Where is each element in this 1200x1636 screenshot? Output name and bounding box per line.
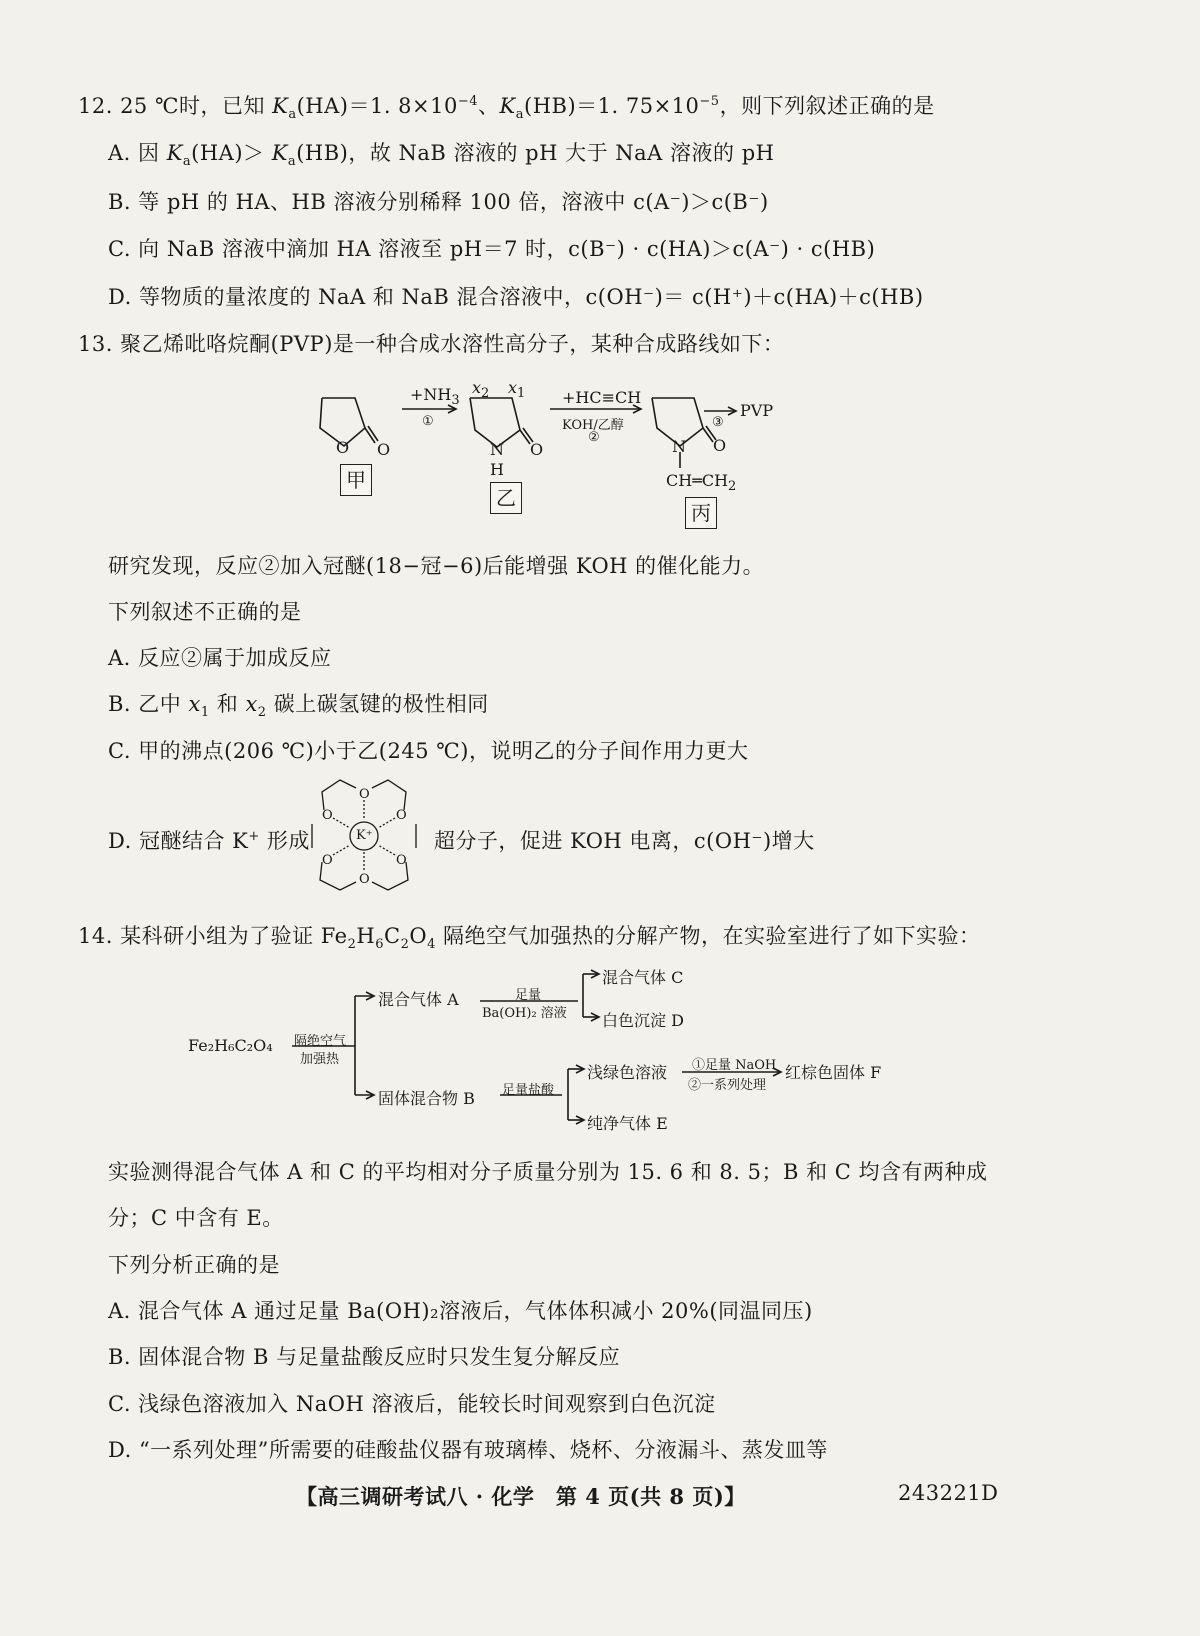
flow-ppt-d: 白色沉淀 D: [602, 1011, 684, 1030]
flow-naoh-top: ①足量 NaOH: [692, 1058, 777, 1073]
flow-solid-f: 红棕色固体 F: [785, 1063, 882, 1082]
yi-carbonyl-o: O: [530, 440, 544, 459]
q13-option-b: B. 乙中 $x_1$ 和 $x_2$ 碳上碳氢键的极性相同: [108, 692, 489, 721]
label-jia-box: 甲: [340, 464, 372, 496]
reagent-nh3: $+NH_3$: [410, 385, 460, 409]
crown-o-4: O: [396, 808, 407, 823]
q14-option-b: B. 固体混合物 B 与足量盐酸反应时只发生复分解反应: [108, 1345, 621, 1369]
flow-baoh-top: 足量: [515, 988, 542, 1003]
step-3-label: ③: [712, 415, 724, 430]
bing-n-atom: N: [672, 437, 686, 456]
q14-note-2: 分；C 中含有 E。: [108, 1206, 284, 1230]
q12-option-c: C. 向 NaB 溶液中滴加 HA 溶液至 pH＝7 时，c(B⁻) · c(HA)＞c(A⁻) · c(HB): [108, 237, 876, 261]
jia-ring-o: O: [336, 438, 350, 457]
q14-note-1: 实验测得混合气体 A 和 C 的平均相对分子质量分别为 15. 6 和 8. 5；B 和 C 均含有两种成: [108, 1160, 988, 1184]
flow-gas-e: 纯净气体 E: [587, 1114, 668, 1133]
crown-k-ion: K⁺: [356, 828, 373, 843]
bing-carbonyl-o: O: [713, 436, 727, 455]
reagent-acetylene: +HC≡CH: [562, 388, 642, 407]
page-footer: 【高三调研考试八 · 化学 第 4 页(共 8 页)】: [296, 1484, 746, 1509]
exam-code: 243221D: [898, 1481, 999, 1505]
crown-o-2: O: [359, 872, 370, 887]
crown-o-1: O: [359, 787, 370, 802]
yi-x1-label: $x_1$: [508, 378, 526, 402]
jia-carbonyl-o: O: [377, 440, 391, 459]
flow-naoh-bottom: ②一系列处理: [688, 1078, 767, 1093]
q14-option-a: A. 混合气体 A 通过足量 Ba(OH)₂溶液后，气体体积减小 20%(同温同压): [108, 1299, 813, 1323]
q13-question: 下列叙述不正确的是: [108, 600, 302, 624]
bing-vinyl: $CH═CH_2$: [666, 471, 737, 495]
q13-option-a: A. 反应②属于加成反应: [108, 646, 332, 670]
crown-o-5: O: [322, 853, 333, 868]
q13-option-d: D. 冠醚结合 K+ 形成 超分子，促进 KOH 电离，c(OH⁻)增大: [108, 829, 815, 853]
q14-option-d: D. “一系列处理”所需要的硅酸盐仪器有玻璃棒、烧杯、分液漏斗、蒸发皿等: [108, 1438, 828, 1462]
flow-hcl: 足量盐酸: [502, 1083, 555, 1098]
q12-stem: 12. 25 ℃时，已知 $K_a(HA)=1$. $8\times 10^{-4}$、$K_a(HB)=1$. $75\times 10^{-5}$，则下列叙述正确的是: [78, 94, 935, 123]
q14-option-c: C. 浅绿色溶液加入 NaOH 溶液后，能较长时间观察到白色沉淀: [108, 1392, 716, 1416]
q12-option-a: A. 因 $K_a(HA)> K_a(HB)$，故 NaB 溶液的 pH 大于 NaA 溶液的 pH: [108, 141, 775, 170]
flow-solid-b: 固体混合物 B: [378, 1089, 475, 1108]
product-pvp: PVP: [740, 401, 774, 420]
flow-baoh-bottom: Ba(OH)₂ 溶液: [482, 1006, 567, 1021]
flow-green-solution: 浅绿色溶液: [587, 1063, 668, 1082]
flow-condition-top: 隔绝空气: [294, 1034, 347, 1049]
flow-gas-a: 混合气体 A: [378, 990, 459, 1009]
q13-stem: 13. 聚乙烯吡咯烷酮(PVP)是一种合成水溶性高分子，某种合成路线如下：: [78, 332, 785, 356]
q14-stem: 14. 某科研小组为了验证 $Fe_2H_6C_2O_4$ 隔绝空气加强热的分解产物，在实验室进行了如下实验：: [78, 924, 981, 953]
reagent-koh: KOH/乙醇: [562, 418, 624, 433]
step-2-label: ②: [588, 430, 600, 445]
yi-n-atom: N: [490, 440, 504, 459]
yi-h-atom: H: [490, 460, 504, 479]
flow-reactant: Fe₂H₆C₂O₄: [188, 1036, 273, 1055]
label-bing-box: 丙: [685, 497, 717, 529]
crown-o-3: O: [322, 808, 333, 823]
q14-question: 下列分析正确的是: [108, 1253, 280, 1277]
step-1-label: ①: [422, 414, 434, 429]
flow-gas-c: 混合气体 C: [602, 968, 684, 987]
flow-condition-bottom: 加强热: [300, 1052, 340, 1067]
q13-option-c: C. 甲的沸点(206 ℃)小于乙(245 ℃)，说明乙的分子间作用力更大: [108, 739, 749, 763]
yi-x2-label: $x_2$: [472, 378, 490, 402]
q12-option-d: D. 等物质的量浓度的 NaA 和 NaB 混合溶液中，c(OH⁻)＝ c(H⁺)＋c(HA)＋c(HB): [108, 285, 924, 309]
q12-option-b: B. 等 pH 的 HA、HB 溶液分别稀释 100 倍，溶液中 c(A⁻)＞c(B⁻): [108, 190, 769, 214]
crown-o-6: O: [396, 853, 407, 868]
label-yi-box: 乙: [490, 482, 522, 514]
q13-note: 研究发现，反应②加入冠醚(18−冠−6)后能增强 KOH 的催化能力。: [108, 554, 765, 578]
